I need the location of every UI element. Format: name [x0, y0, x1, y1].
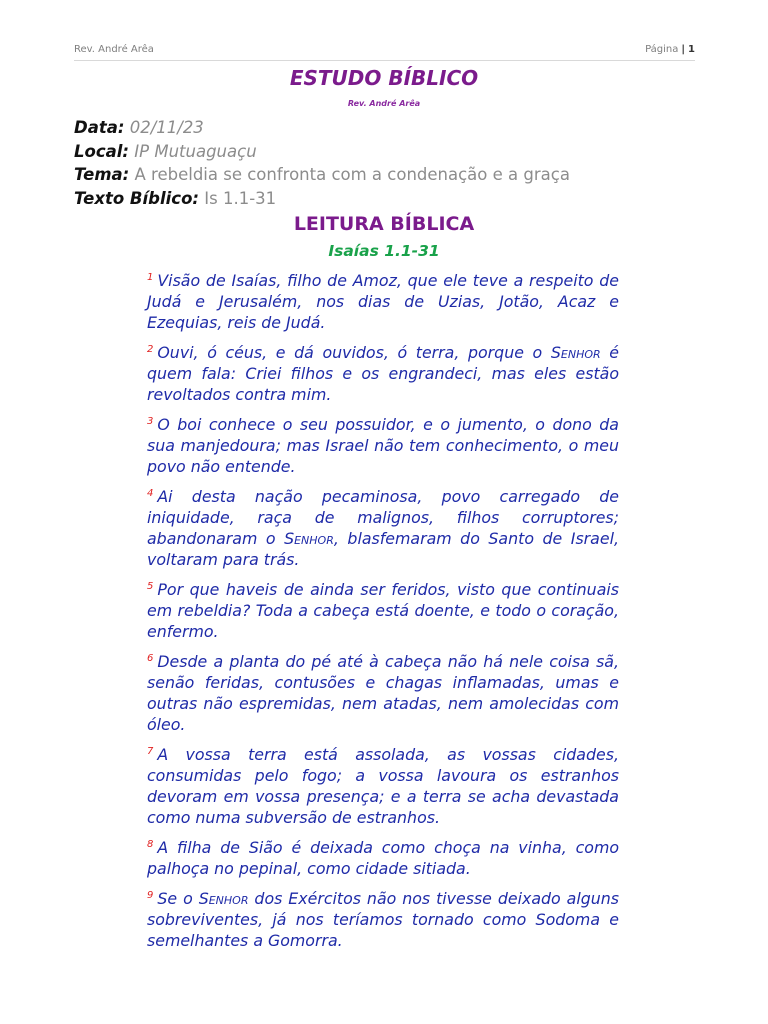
- verse-text: A vossa terra está assolada, as vossas cidades, consumidas pelo fogo; a vossa lavoura os estranhos devoram em vossa presença; e a terra se acha devastada como numa subversão de estranhos.: [147, 745, 619, 827]
- verse-3: [147, 414, 619, 477]
- verse-number: 9: [147, 889, 154, 901]
- verse-text: A filha de Sião é deixada como choça na vinha, como palhoça no pepinal, como cidade sitiada.: [147, 838, 619, 878]
- meta-place-label: Local:: [74, 141, 130, 161]
- meta-theme-value: A rebeldia se confronta com a condenação e a graça: [134, 165, 570, 184]
- verse-number: 7: [147, 745, 154, 757]
- verse-8: [147, 837, 619, 879]
- meta-text-label: Texto Bíblico:: [74, 188, 199, 208]
- header-page-label: Página: [645, 44, 679, 55]
- passage-reference: Isaías 1.1-31: [328, 242, 440, 260]
- document-title: ESTUDO BÍBLICO: [289, 66, 479, 90]
- verse-number: 1: [147, 271, 154, 283]
- verse-text-before: Se o: [157, 889, 199, 908]
- meta-date-label: Data:: [74, 118, 125, 137]
- verse-7: [147, 744, 619, 828]
- meta-place-value: IP Mutuaguaçu: [134, 141, 257, 161]
- verse-number: 8: [147, 838, 154, 850]
- reading-title: LEITURA BÍBLICA: [293, 213, 475, 235]
- verse-text: Por que haveis de ainda ser feridos, visto que continuais em rebeldia? Toda a cabeça está doente, e todo o coração, enfermo.: [147, 580, 619, 641]
- lord-word: Senhor: [550, 343, 601, 362]
- verse-text-before: Ai desta nação pecaminosa, povo carregado de iniquidade, raça de malignos, filhos corruptores; abandonaram o: [147, 487, 619, 548]
- verse-text: O boi conhece o seu possuidor, e o jumento, o dono da sua manjedoura; mas Israel não tem conhecimento, o meu povo não entende.: [147, 415, 619, 476]
- lord-word: Senhor: [198, 889, 249, 908]
- verse-text-after: dos Exércitos não nos tivesse deixado alguns sobreviventes, já nos teríamos tornado como Sodoma e semelhantes a Gomorra.: [147, 889, 619, 950]
- meta-date-value: 02/11/23: [129, 118, 204, 137]
- verse-text: Desde a planta do pé até à cabeça não há nele coisa sã, senão feridas, contusões e chagas inflamadas, umas e outras não espremidas, nem atadas, nem amolecidas com óleo.: [147, 652, 619, 734]
- verse-number: 5: [147, 580, 154, 592]
- verse-text-before: Ouvi, ó céus, e dá ouvidos, ó terra, porque o: [157, 343, 551, 362]
- verse-text-after: é quem fala: Criei filhos e os engrandeci, mas eles estão revoltados contra mim.: [147, 343, 619, 404]
- verse-6: [147, 651, 619, 735]
- verse-number: 3: [147, 415, 154, 427]
- verse-2: [147, 342, 619, 405]
- verse-number: 2: [147, 343, 154, 355]
- header-page-indicator: [645, 44, 695, 55]
- meta-place: [74, 140, 714, 164]
- meta-theme-label: Tema:: [74, 165, 130, 184]
- verse-text: Visão de Isaías, filho de Amoz, que ele teve a respeito de Judá e Jerusalém, nos dias de Uzias, Jotão, Acaz e Ezequias, reis de Judá.: [147, 271, 619, 332]
- header-page-number: 1: [688, 44, 695, 55]
- verse-5: [147, 579, 619, 642]
- verse-text-after: , blasfemaram do Santo de Israel, voltaram para trás.: [147, 529, 619, 569]
- verse-number: 4: [147, 487, 154, 499]
- lord-word: Senhor: [284, 529, 334, 548]
- verse-4: [147, 486, 619, 570]
- header-author: Rev. André Arêa: [74, 44, 154, 55]
- meta-date: [74, 116, 714, 140]
- verse-list: [147, 270, 619, 960]
- meta-theme: [74, 163, 714, 187]
- header-separator: |: [681, 44, 686, 55]
- verse-9: [147, 888, 619, 951]
- verse-1: [147, 270, 619, 333]
- verse-number: 6: [147, 652, 154, 664]
- study-metadata: [74, 116, 714, 210]
- page-header: [74, 42, 695, 61]
- document-author: Rev. André Arêa: [347, 99, 421, 108]
- meta-text-value: Is 1.1-31: [204, 188, 277, 208]
- meta-text: [74, 187, 714, 211]
